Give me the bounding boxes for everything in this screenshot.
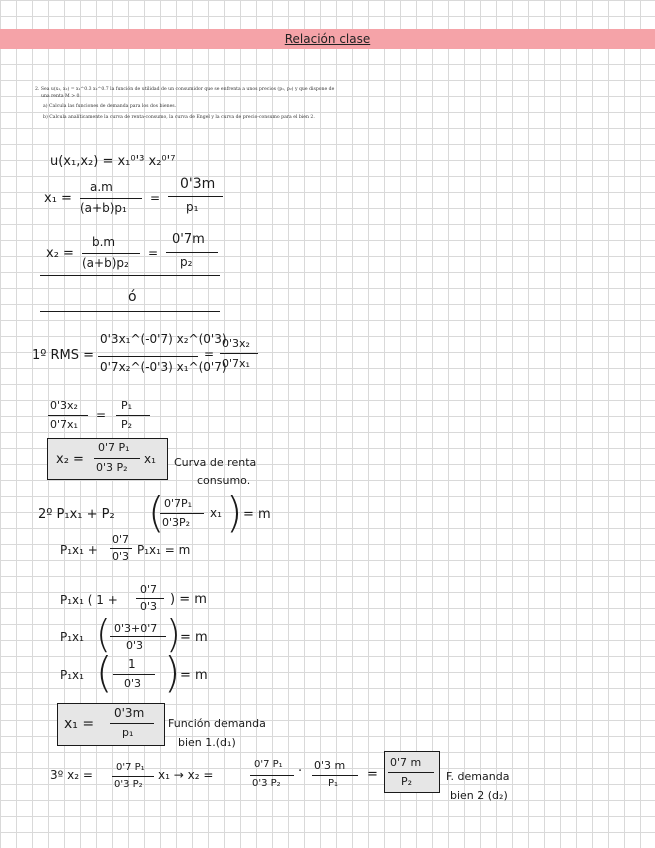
line-d-rhs: = m bbox=[180, 668, 208, 683]
step3-den1: 0'3 P₂ bbox=[114, 779, 143, 790]
line-d-fraction-bar bbox=[113, 674, 155, 675]
boxed-x1-lhs: x₁ = bbox=[64, 716, 95, 732]
step3-num4: 0'7 m bbox=[390, 756, 422, 769]
problem-statement bbox=[35, 86, 365, 121]
x2-fraction-bar-2 bbox=[166, 252, 218, 253]
line-d-open-paren: ( bbox=[96, 648, 113, 697]
step3-fraction-bar-4 bbox=[388, 772, 434, 773]
separator-line-1 bbox=[40, 275, 220, 276]
line-c-fraction-bar bbox=[110, 636, 166, 637]
line-c-close-paren: ) bbox=[166, 612, 181, 656]
boxed-x1-den: p₁ bbox=[122, 726, 134, 739]
x1-lhs: x₁ = bbox=[44, 191, 72, 206]
problem-part-b: b) Calcula analíticamente la curva de renta-consumo, la curva de Engel y la curva de precio-consumo para el bien 2. bbox=[43, 115, 315, 120]
separator-line-2 bbox=[40, 311, 220, 312]
rms-num: 0'3x₁^(-0'7) x₂^(0'3) bbox=[100, 332, 227, 346]
step3-den4: P₂ bbox=[401, 775, 413, 788]
utility-function: u(x₁,x₂) = x₁⁰'³ x₂⁰'⁷ bbox=[50, 154, 176, 169]
line-b-lhs: P₁x₁ ( 1 + bbox=[60, 593, 118, 607]
line-d-lhs: P₁x₁ bbox=[60, 668, 84, 682]
step3-fraction-bar-3 bbox=[312, 775, 358, 776]
rms-num2: 0'3x₂ bbox=[222, 337, 250, 350]
step2-close-paren: ) bbox=[226, 488, 243, 537]
demand2-label-2: bien 2 (d₂) bbox=[450, 789, 508, 802]
step3-num1: 0'7 P₁ bbox=[116, 762, 145, 773]
step3-fraction-bar-1 bbox=[112, 776, 154, 777]
line-c-den: 0'3 bbox=[126, 639, 144, 652]
x2-num1: b.m bbox=[92, 235, 116, 249]
line-b-den: 0'3 bbox=[140, 600, 158, 613]
ratio-num1: 0'3x₂ bbox=[50, 399, 78, 412]
line-a-num: 0'7 bbox=[112, 533, 130, 546]
x2-eq: = bbox=[148, 246, 159, 260]
step2-inner: x₁ bbox=[210, 506, 222, 520]
or-mark: ó bbox=[128, 289, 137, 305]
page-title: Relación clase bbox=[284, 32, 371, 46]
x2-fraction-bar-1 bbox=[82, 253, 140, 254]
x2-num2: 0'7m bbox=[172, 232, 205, 247]
step3-den2: 0'3 P₂ bbox=[252, 778, 281, 789]
line-a-den: 0'3 bbox=[112, 550, 130, 563]
ratio-num2: P₁ bbox=[121, 399, 133, 412]
step3-eq: = bbox=[367, 767, 378, 782]
curve-label-2: consumo. bbox=[197, 474, 251, 487]
rms-fraction-bar-2 bbox=[220, 353, 258, 354]
line-c-lhs: P₁x₁ bbox=[60, 630, 84, 644]
rms-lhs: 1º RMS = bbox=[32, 348, 95, 363]
ratio-fraction-bar-1 bbox=[48, 415, 88, 416]
x1-num2: 0'3m bbox=[180, 176, 216, 192]
x2-lhs: x₂ = bbox=[46, 246, 74, 261]
line-d-num: 1 bbox=[128, 657, 136, 671]
problem-intro-cont: una renta M > 0. bbox=[41, 94, 81, 99]
step3-fraction-bar-2 bbox=[250, 775, 294, 776]
boxed-x2-num: 0'7 P₁ bbox=[98, 441, 130, 454]
line-a-lhs: P₁x₁ + bbox=[60, 543, 98, 557]
step2-num: 0'7P₁ bbox=[164, 497, 193, 510]
curve-label-1: Curva de renta bbox=[174, 456, 257, 469]
header-banner bbox=[0, 29, 655, 49]
x2-den2: p₂ bbox=[180, 255, 193, 269]
step2-fraction-bar bbox=[160, 513, 204, 514]
step3-dot: · bbox=[298, 764, 303, 779]
step3-num3: 0'3 m bbox=[314, 759, 346, 772]
step2-lhs: 2º P₁x₁ + P₂ bbox=[38, 507, 115, 522]
step3-lhs: 3º x₂ = bbox=[50, 768, 93, 782]
x1-num1: a.m bbox=[90, 180, 113, 194]
line-a-fraction-bar bbox=[110, 548, 132, 549]
boxed-x1-num: 0'3m bbox=[114, 706, 145, 720]
boxed-x2-den: 0'3 P₂ bbox=[96, 461, 128, 474]
step2-den: 0'3P₂ bbox=[162, 516, 191, 529]
boxed-x2-lhs: x₂ = bbox=[56, 452, 84, 467]
ratio-fraction-bar-2 bbox=[116, 415, 150, 416]
line-b-num: 0'7 bbox=[140, 583, 158, 596]
x1-eq: = bbox=[150, 191, 161, 205]
demand1-label-2: bien 1.(d₁) bbox=[178, 736, 236, 749]
demand2-label-1: F. demanda bbox=[446, 770, 510, 783]
rms-den2: 0'7x₁ bbox=[222, 357, 250, 370]
step3-mid: x₁ → x₂ = bbox=[158, 768, 214, 782]
line-d-den: 0'3 bbox=[124, 677, 142, 690]
line-c-open-paren: ( bbox=[96, 612, 111, 656]
problem-part-a: a) Calcula las funciones de demanda para los dos bienes. bbox=[43, 104, 177, 109]
x1-den1: (a+b)p₁ bbox=[80, 201, 127, 215]
rms-fraction-bar bbox=[98, 356, 198, 357]
line-b-fraction-bar bbox=[136, 598, 164, 599]
demand1-label-1: Función demanda bbox=[168, 717, 266, 730]
x2-den1: (a+b)p₂ bbox=[82, 256, 129, 270]
boxed-x1-fraction-bar bbox=[110, 723, 154, 724]
x1-fraction-bar-1 bbox=[80, 198, 142, 199]
line-d-close-paren: ) bbox=[164, 648, 181, 697]
rms-den: 0'7x₂^(-0'3) x₁^(0'7) bbox=[100, 360, 227, 374]
boxed-x2-rhs: x₁ bbox=[144, 452, 156, 466]
problem-intro: 2. Sea u(x₁, x₂) = x₁^0.3 x₂^0.7 la función de utilidad de un consumidor que se enfrenta a unos precios (p₁, p₂) y que dispone de bbox=[35, 87, 335, 92]
step2-rhs: = m bbox=[243, 507, 271, 522]
x1-den2: p₁ bbox=[186, 200, 199, 214]
line-c-rhs: = m bbox=[180, 630, 208, 645]
ratio-eq: = bbox=[96, 408, 107, 422]
line-b-rhs: ) = m bbox=[170, 592, 207, 607]
step3-num2: 0'7 P₁ bbox=[254, 759, 283, 770]
step2-open-paren: ( bbox=[148, 488, 165, 537]
ratio-den2: P₂ bbox=[121, 418, 133, 431]
ratio-den1: 0'7x₁ bbox=[50, 418, 78, 431]
rms-eq: = bbox=[204, 347, 215, 361]
line-c-num: 0'3+0'7 bbox=[114, 622, 158, 635]
boxed-x2-fraction-bar bbox=[94, 458, 140, 459]
step3-den3: P₁ bbox=[328, 778, 339, 789]
line-a-rhs: P₁x₁ = m bbox=[137, 543, 191, 557]
x1-fraction-bar-2 bbox=[168, 196, 223, 197]
